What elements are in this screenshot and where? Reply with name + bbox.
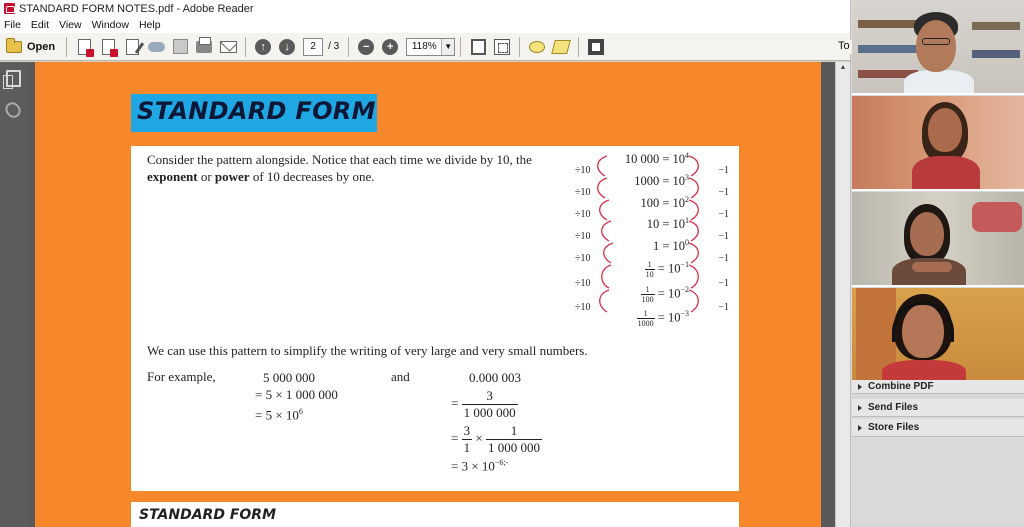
example-one-exponent: 6: [298, 407, 303, 416]
video-tile-presenter: [852, 0, 1024, 95]
plus-icon: +: [382, 39, 398, 55]
example-two-tail: ;-: [503, 458, 509, 467]
chevron-right-icon: [858, 425, 862, 431]
fit-page-button[interactable]: [468, 37, 488, 57]
arrow-up-icon: ↑: [255, 39, 271, 55]
divide-label: ÷10: [575, 165, 591, 176]
pattern-fraction: [637, 309, 655, 328]
example-one-line: = 5 × 1 000 000: [255, 387, 338, 402]
open-label: Open: [27, 40, 56, 53]
fit-width-button[interactable]: [492, 37, 512, 57]
pattern-row: $\frac{1}{1000}$ = $10^{-3}$: [637, 309, 689, 328]
divide-label: ÷10: [575, 253, 591, 264]
toolbar-separator: [66, 37, 67, 57]
pattern-row: $1000 = 10^3$: [634, 173, 689, 189]
intro-paragraph: [147, 151, 547, 185]
create-pdf-button[interactable]: [74, 37, 94, 57]
zoom-out-button[interactable]: [356, 37, 376, 57]
bookshelf: [972, 22, 1020, 30]
example-two-value: 0.000 003: [469, 370, 521, 385]
example-two-frac-a: [462, 423, 473, 456]
scroll-up-icon[interactable]: ▲: [839, 64, 847, 71]
example-two: [451, 369, 542, 474]
divide-label: ÷10: [575, 187, 591, 198]
bold-term: power: [214, 169, 250, 184]
right-panel: [838, 0, 1024, 527]
page-thumbnails-icon[interactable]: [6, 70, 21, 87]
fraction-denominator: 1000: [637, 319, 654, 328]
edit-pdf-icon: [126, 39, 139, 55]
panel-item-store-files[interactable]: [852, 419, 1024, 437]
menu-window[interactable]: Window: [91, 19, 129, 31]
pattern-row: $10 = 10^1$: [646, 216, 689, 232]
toolbar-separator: [578, 37, 579, 57]
minus-label: −1: [718, 302, 729, 313]
minus-label: −1: [718, 165, 729, 176]
panel-item-label: Store Files: [868, 422, 920, 433]
student-face: [928, 108, 962, 152]
chevron-right-icon: [858, 384, 862, 390]
divide-label: ÷10: [575, 209, 591, 220]
tools-label[interactable]: To: [838, 40, 852, 54]
fraction-numerator: 1: [486, 423, 542, 440]
example-two-mult-line: = $\frac{3}{1}$ × $\frac{1}{1 000 000}$: [451, 423, 540, 455]
panel-item-combine-pdf[interactable]: [852, 380, 1024, 394]
video-tile-student-1: [852, 96, 1024, 191]
divide-label: ÷10: [575, 231, 591, 242]
example-two-fraction-line: = $\frac{3}{1 000 000}$: [451, 388, 516, 420]
bookshelf: [972, 50, 1020, 58]
heading-banner: [131, 94, 377, 132]
export-pdf-button[interactable]: [98, 37, 118, 57]
minus-label: −1: [718, 209, 729, 220]
chevron-right-icon: [858, 405, 862, 411]
panel-item-send-files[interactable]: [852, 399, 1024, 417]
expand-button[interactable]: [586, 37, 606, 57]
minus-label: −1: [718, 278, 729, 289]
simplify-text: We can use this pattern to simplify the writing of very large and very small numbers.: [147, 343, 588, 358]
content-box: [131, 146, 739, 491]
pattern-exponent: 3: [685, 173, 689, 182]
title-bar: [0, 0, 850, 17]
fraction-denominator: 100: [641, 295, 654, 304]
mail-icon: [220, 41, 237, 53]
toolbar-separator: [245, 37, 246, 57]
print-button[interactable]: [194, 37, 214, 57]
fraction-numerator: 3: [462, 388, 518, 405]
next-section-box: [131, 502, 739, 527]
next-page-button[interactable]: [277, 37, 297, 57]
pattern-row: $\frac{1}{10}$ = $10^{-1}$: [645, 260, 689, 279]
menu-edit[interactable]: Edit: [30, 19, 50, 31]
comment-icon: [529, 41, 545, 53]
divide-label: ÷10: [575, 278, 591, 289]
divide-label: ÷10: [575, 302, 591, 313]
attachments-icon[interactable]: [2, 99, 23, 120]
pattern-exponent: 1: [685, 216, 689, 225]
zoom-in-button[interactable]: [380, 37, 400, 57]
cloud-icon: [148, 42, 165, 52]
menu-help[interactable]: Help: [138, 19, 161, 31]
pattern-row: $\frac{1}{100}$ = $10^{-2}$: [641, 285, 689, 304]
bookshelf: [858, 45, 918, 53]
page-total: / 3: [328, 41, 340, 52]
bookshelf: [858, 20, 918, 28]
glasses: [922, 38, 950, 45]
example-two-result-line: [451, 458, 542, 474]
email-button[interactable]: [218, 37, 238, 57]
and-label: and: [391, 369, 410, 384]
panel-item-label: Combine PDF: [868, 381, 934, 392]
pattern-fraction: [641, 285, 655, 304]
zoom-select[interactable]: [406, 38, 455, 56]
pattern-row: 10 $000 = 10^4$: [624, 151, 689, 167]
minus-icon: −: [358, 39, 374, 55]
expand-icon: [588, 39, 604, 55]
export-pdf-icon: [102, 39, 115, 55]
menu-bar: [0, 17, 850, 33]
page-number-input[interactable]: 2: [303, 38, 323, 56]
highlight-button[interactable]: [551, 37, 571, 57]
example-two-fraction: [462, 388, 518, 421]
next-section-heading: STANDARD FORM: [139, 507, 277, 523]
video-tile-student-3: [852, 288, 1024, 383]
power-pattern: [571, 148, 731, 333]
pattern-row: $100 = 10^2$: [640, 195, 689, 211]
example-one-result: = 5 × 10: [255, 407, 299, 423]
toolbar-separator: [348, 37, 349, 57]
pdf-app-icon: [4, 3, 15, 14]
pattern-exponent: 0: [685, 238, 689, 247]
save-button[interactable]: [170, 37, 190, 57]
fraction-numerator: 1: [641, 285, 655, 295]
arrow-down-icon: ↓: [279, 39, 295, 55]
previous-page-button[interactable]: [253, 37, 273, 57]
student-body: [912, 156, 980, 191]
create-pdf-icon: [78, 39, 91, 55]
pattern-row: $1 = 10^0$: [652, 238, 689, 254]
menu-file[interactable]: File: [4, 19, 21, 31]
open-button[interactable]: [6, 41, 61, 53]
highlight-icon: [551, 40, 571, 54]
video-tile-student-2: [852, 192, 1024, 287]
toolbar-separator: [519, 37, 520, 57]
example-two-exponent: −6: [494, 458, 504, 467]
example-two-result: = 3 × 10: [451, 458, 495, 474]
left-navigation-pane: [0, 62, 28, 527]
minus-label: −1: [718, 253, 729, 264]
student-face: [910, 212, 944, 256]
toolbar: [0, 33, 850, 61]
page-heading: STANDARD FORM: [137, 97, 376, 125]
example-two-frac-b: [486, 423, 542, 456]
minus-label: −1: [718, 187, 729, 198]
pdf-page: [35, 62, 821, 527]
pattern-exponent: −3: [680, 309, 689, 319]
pattern-exponent: −1: [680, 260, 689, 270]
fraction-denominator: 1 000 000: [463, 405, 516, 420]
bold-term: exponent: [147, 169, 198, 184]
pattern-exponent: 4: [685, 151, 689, 160]
folder-icon: [6, 41, 22, 53]
fit-page-icon: [471, 39, 486, 55]
fraction-numerator: 1: [637, 309, 655, 319]
document-area: [28, 62, 850, 527]
fraction-denominator: 10: [645, 270, 654, 279]
pattern-exponent: 2: [685, 195, 689, 204]
fraction-denominator: 1 000 000: [487, 440, 540, 455]
minus-label: −1: [718, 231, 729, 242]
vertical-scrollbar[interactable]: [835, 62, 850, 527]
fraction-numerator: 3: [463, 423, 471, 438]
fraction-denominator: 1: [463, 440, 471, 455]
student-hands: [912, 262, 952, 272]
chevron-down-icon[interactable]: ▼: [441, 39, 454, 55]
example-label: For example,: [147, 369, 216, 384]
example-one-line: [255, 403, 338, 423]
presenter-face: [916, 20, 956, 72]
pattern-exponent: −2: [680, 285, 689, 295]
panel-item-label: Send Files: [868, 402, 919, 413]
fit-width-icon: [494, 39, 510, 55]
upload-cloud-button[interactable]: [146, 37, 166, 57]
example-one-line: 5 000 000: [263, 370, 315, 385]
save-icon: [173, 39, 188, 54]
example-one: [255, 369, 338, 423]
menu-view[interactable]: View: [59, 19, 82, 31]
edit-pdf-button[interactable]: [122, 37, 142, 57]
zoom-value: 118%: [411, 41, 437, 52]
intro-text: Consider the pattern alongside. Notice that each time we divide by 10, the exponent or power of 10 decreases by one.: [147, 152, 532, 184]
window-title: STANDARD FORM NOTES.pdf - Adobe Reader: [19, 2, 254, 15]
printer-icon: [196, 41, 212, 53]
flowers: [972, 202, 1022, 232]
toolbar-separator: [460, 37, 461, 57]
fraction-numerator: 1: [645, 260, 655, 270]
presenter-body: [904, 70, 974, 95]
pattern-fraction: [645, 260, 655, 279]
comment-button[interactable]: [527, 37, 547, 57]
